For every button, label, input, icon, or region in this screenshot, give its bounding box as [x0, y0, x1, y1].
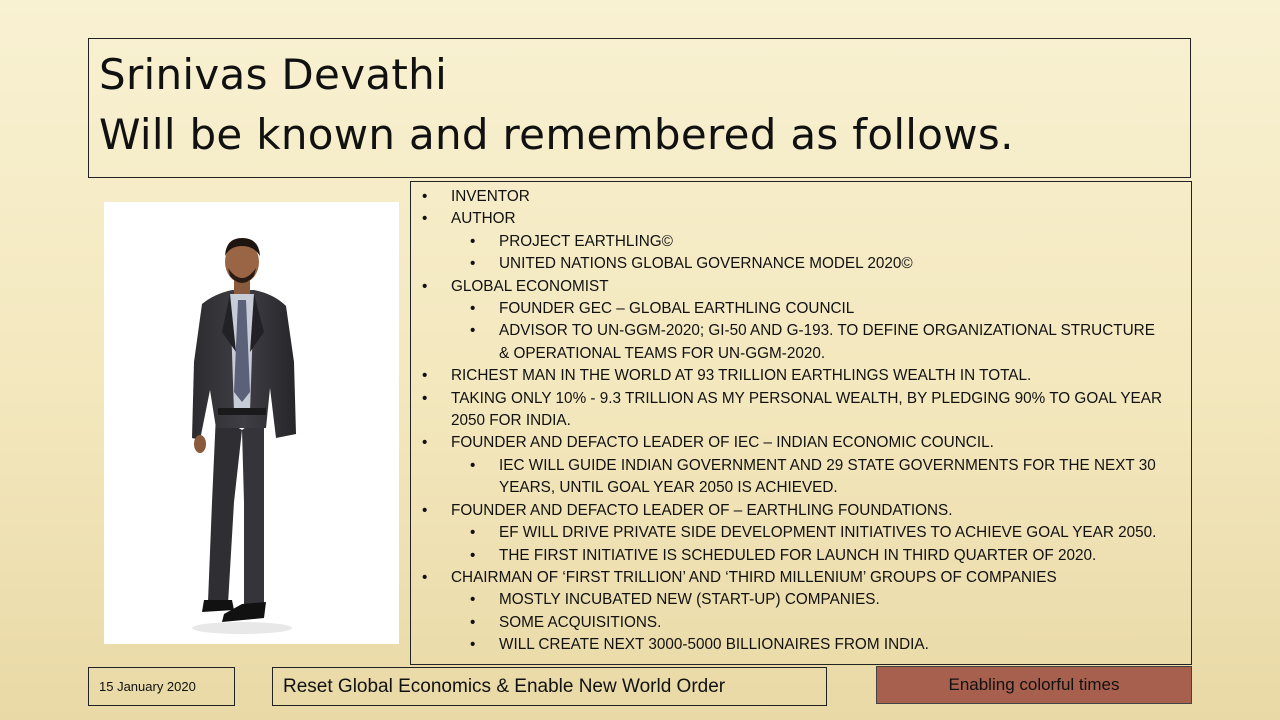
bullet-icon: • [470, 456, 476, 474]
bullet-icon: • [470, 613, 476, 631]
list-item-line [411, 432, 1191, 454]
list-item-text: FOUNDER AND DEFACTO LEADER OF – EARTHLING FOUNDATIONS. [451, 501, 953, 519]
list-item-text: AUTHOR [451, 210, 516, 228]
bullet-icon: • [470, 636, 476, 654]
slide-tagline: Reset Global Economics & Enable New World Order [272, 667, 827, 706]
list-item-line [411, 589, 1191, 611]
list-item-text: EF WILL DRIVE PRIVATE SIDE DEVELOPMENT INITIATIVES TO ACHIEVE GOAL YEAR 2050. [499, 524, 1157, 542]
list-item-text: GLOBAL ECONOMIST [451, 277, 609, 295]
list-item-text: THE FIRST INITIATIVE IS SCHEDULED FOR LAUNCH IN THIRD QUARTER OF 2020. [499, 546, 1097, 564]
list-item [411, 276, 1191, 298]
list-item [411, 208, 1191, 230]
list-item-line [411, 612, 1191, 634]
list-item-line [411, 186, 1191, 208]
bullet-icon: • [470, 524, 476, 542]
list-item-line [411, 365, 1191, 387]
list-item [411, 253, 1191, 275]
list-item-line [411, 634, 1191, 656]
list-item-text: & OPERATIONAL TEAMS FOR UN-GGM-2020. [499, 344, 826, 362]
list-item-text: RICHEST MAN IN THE WORLD AT 93 TRILLION EARTHLINGS WEALTH IN TOTAL. [451, 367, 1032, 385]
list-item [411, 500, 1191, 522]
list-item-line [411, 276, 1191, 298]
list-item [411, 522, 1191, 544]
list-item [411, 545, 1191, 567]
list-item-line [411, 231, 1191, 253]
list-item-line [411, 298, 1191, 320]
title-subtitle: Will be known and remembered as follows. [99, 110, 1014, 159]
list-item-text: WILL CREATE NEXT 3000-5000 BILLIONAIRES FROM INDIA. [499, 636, 929, 654]
title-name: Srinivas Devathi [99, 50, 448, 99]
list-item-line [411, 388, 1191, 410]
slide-date: 15 January 2020 [88, 667, 235, 706]
list-item-text: PROJECT EARTHLING© [499, 232, 673, 250]
slide-title-box [88, 38, 1191, 178]
list-item-text: IEC WILL GUIDE INDIAN GOVERNMENT AND 29 STATE GOVERNMENTS FOR THE NEXT 30 [499, 456, 1156, 474]
list-item-text: MOSTLY INCUBATED NEW (START-UP) COMPANIES. [499, 591, 880, 609]
bullet-icon: • [422, 367, 428, 385]
bullet-icon: • [422, 277, 428, 295]
list-item-line [411, 253, 1191, 275]
list-item-line [411, 522, 1191, 544]
list-item [411, 567, 1191, 589]
list-item-line [411, 320, 1191, 342]
list-item-text: ADVISOR TO UN-GGM-2020; GI-50 AND G-193. TO DEFINE ORGANIZATIONAL STRUCTURE [499, 322, 1155, 340]
bullet-icon: • [470, 546, 476, 564]
list-item [411, 589, 1191, 611]
list-item [411, 298, 1191, 320]
list-item [411, 365, 1191, 387]
bullet-icon: • [470, 255, 476, 273]
person-photo-icon [104, 202, 399, 644]
bullet-icon: • [470, 591, 476, 609]
bullet-icon: • [470, 300, 476, 318]
list-item [411, 612, 1191, 634]
bullet-icon: • [422, 434, 428, 452]
list-item-text: SOME ACQUISITIONS. [499, 613, 662, 631]
list-item-line [411, 455, 1191, 477]
list-item-line [411, 477, 1191, 499]
list-item [411, 320, 1191, 365]
list-item [411, 388, 1191, 433]
list-item-text: INVENTOR [451, 188, 530, 205]
list-item [411, 432, 1191, 454]
list-item-text: YEARS, UNTIL GOAL YEAR 2050 IS ACHIEVED. [499, 479, 838, 497]
list-item-text: CHAIRMAN OF ‘FIRST TRILLION’ AND ‘THIRD MILLENIUM’ GROUPS OF COMPANIES [451, 568, 1057, 586]
list-item-text: 2050 FOR INDIA. [451, 412, 571, 430]
list-item-line [411, 208, 1191, 230]
slide-slogan: Enabling colorful times [876, 666, 1192, 704]
list-item [411, 186, 1191, 208]
accomplishments-list [410, 181, 1192, 665]
bullet-icon: • [422, 188, 428, 205]
bullet-icon: • [470, 232, 476, 250]
bullet-icon: • [422, 210, 428, 228]
bullet-icon: • [422, 501, 428, 519]
list-item-text: TAKING ONLY 10% - 9.3 TRILLION AS MY PERSONAL WEALTH, BY PLEDGING 90% TO GOAL YEAR [451, 389, 1162, 407]
bullet-icon: • [422, 568, 428, 586]
list-item-line [411, 410, 1191, 432]
list-item-text: FOUNDER AND DEFACTO LEADER OF IEC – INDIAN ECONOMIC COUNCIL. [451, 434, 994, 452]
list-item [411, 231, 1191, 253]
list-item-line [411, 567, 1191, 589]
list-item-text: FOUNDER GEC – GLOBAL EARTHLING COUNCIL [499, 300, 855, 318]
bullet-icon: • [422, 389, 428, 407]
list-item [411, 455, 1191, 500]
list-item-line [411, 343, 1191, 365]
bullet-icon: • [470, 322, 476, 340]
person-photo [104, 202, 399, 644]
list-item-line [411, 545, 1191, 567]
list-item [411, 634, 1191, 656]
list-item-line [411, 500, 1191, 522]
list-item-text: UNITED NATIONS GLOBAL GOVERNANCE MODEL 2020© [499, 255, 913, 273]
